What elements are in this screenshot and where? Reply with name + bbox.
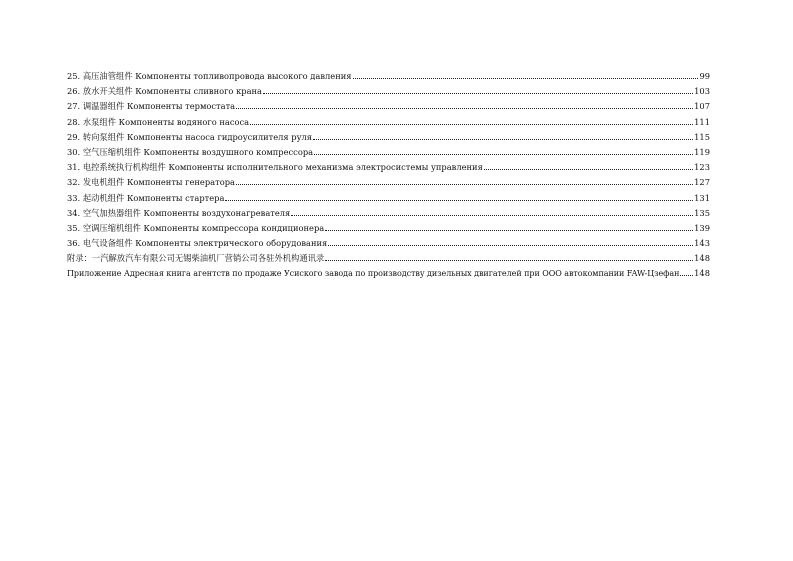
- toc-dot-leader: [263, 93, 693, 94]
- toc-entry[interactable]: [67, 69, 710, 84]
- toc-dot-leader: [680, 275, 693, 276]
- toc-entry-page: 119: [694, 146, 710, 157]
- toc-entry[interactable]: [67, 130, 710, 145]
- toc-entry[interactable]: [67, 191, 710, 206]
- toc-entry-page: 127: [694, 177, 710, 188]
- toc-dot-leader: [250, 124, 693, 125]
- toc-entry-page: 111: [694, 116, 710, 127]
- toc-entry-title: 附录：一汽解放汽车有限公司无锡柴油机厂营销公司各驻外机构通讯录: [67, 253, 325, 264]
- toc-dot-leader: [325, 230, 693, 231]
- toc-dot-leader: [484, 169, 693, 170]
- toc-entry[interactable]: [67, 145, 710, 160]
- toc-entry[interactable]: [67, 175, 710, 190]
- toc-entry-page: 139: [694, 222, 710, 233]
- toc-entry-title: 32. 发电机组件 Компоненты генератора: [67, 177, 235, 188]
- toc-entry-page: 115: [694, 131, 710, 142]
- toc-entry-title: 30. 空气压缩机组件 Компоненты воздушного компрессора: [67, 146, 314, 157]
- toc-entry[interactable]: [67, 236, 710, 251]
- toc-dot-leader: [328, 245, 693, 246]
- toc-entry[interactable]: [67, 84, 710, 99]
- toc-entry-title: 34. 空气加热器组件 Компоненты воздухонагревателя: [67, 207, 291, 218]
- toc-entry-page: 135: [694, 207, 710, 218]
- toc-entry-page: 99: [699, 71, 710, 81]
- toc-entry-title: 25. 高压油管组件 Компоненты топливопровода высокого давления: [67, 71, 352, 81]
- toc-entry-title: 33. 起动机组件 Компоненты стартера: [67, 192, 225, 203]
- toc-entry-page: 107: [694, 101, 710, 112]
- toc-entry[interactable]: [67, 221, 710, 236]
- toc-dot-leader: [236, 108, 693, 109]
- toc-entry-title: 35. 空调压缩机组件 Компоненты компрессора кондиционера: [67, 222, 325, 233]
- toc-dot-leader: [313, 139, 693, 140]
- toc-entry-title: 31. 电控系统执行机构组件 Компоненты исполнительного механизма электросистемы управления: [67, 162, 483, 173]
- toc-entry-page: 123: [694, 162, 710, 173]
- toc-dot-leader: [314, 154, 693, 155]
- toc-dot-leader: [325, 260, 693, 261]
- toc-entry-title: Приложение Адресная книга агентств по продаже Усиского завода по производству дизельных двигателей при ООО автокомпании FAW-Цзефан: [67, 269, 680, 279]
- toc-entry-title: 26. 放水开关组件 Компоненты сливного крана: [67, 86, 262, 97]
- toc-entry-appendix[interactable]: [67, 251, 710, 266]
- toc-entry-page: 148: [694, 253, 710, 264]
- toc-dot-leader: [225, 200, 693, 201]
- toc-dot-leader: [236, 184, 693, 185]
- toc-entry[interactable]: [67, 206, 710, 221]
- toc-entry-page: 131: [694, 192, 710, 203]
- toc-entry-title: 28. 水泵组件 Компоненты водяного насоса: [67, 116, 250, 127]
- toc-entry-title: 27. 调温器组件 Компоненты термостата: [67, 101, 236, 112]
- toc-entry-appendix-ru[interactable]: [67, 266, 710, 281]
- toc-entry-title: 36. 电气设备组件 Компоненты электрического оборудования: [67, 238, 328, 249]
- toc-entry[interactable]: [67, 115, 710, 130]
- toc-entry-page: 103: [694, 86, 710, 97]
- toc-entry[interactable]: [67, 160, 710, 175]
- toc-entry-page: 143: [694, 238, 710, 249]
- toc-dot-leader: [353, 78, 699, 79]
- toc-entry-page: 148: [694, 268, 710, 279]
- toc-dot-leader: [291, 215, 693, 216]
- table-of-contents: [67, 69, 710, 282]
- toc-entry-title: 29. 转向泵组件 Компоненты насоса гидроусилителя руля: [67, 131, 312, 142]
- toc-entry[interactable]: [67, 99, 710, 114]
